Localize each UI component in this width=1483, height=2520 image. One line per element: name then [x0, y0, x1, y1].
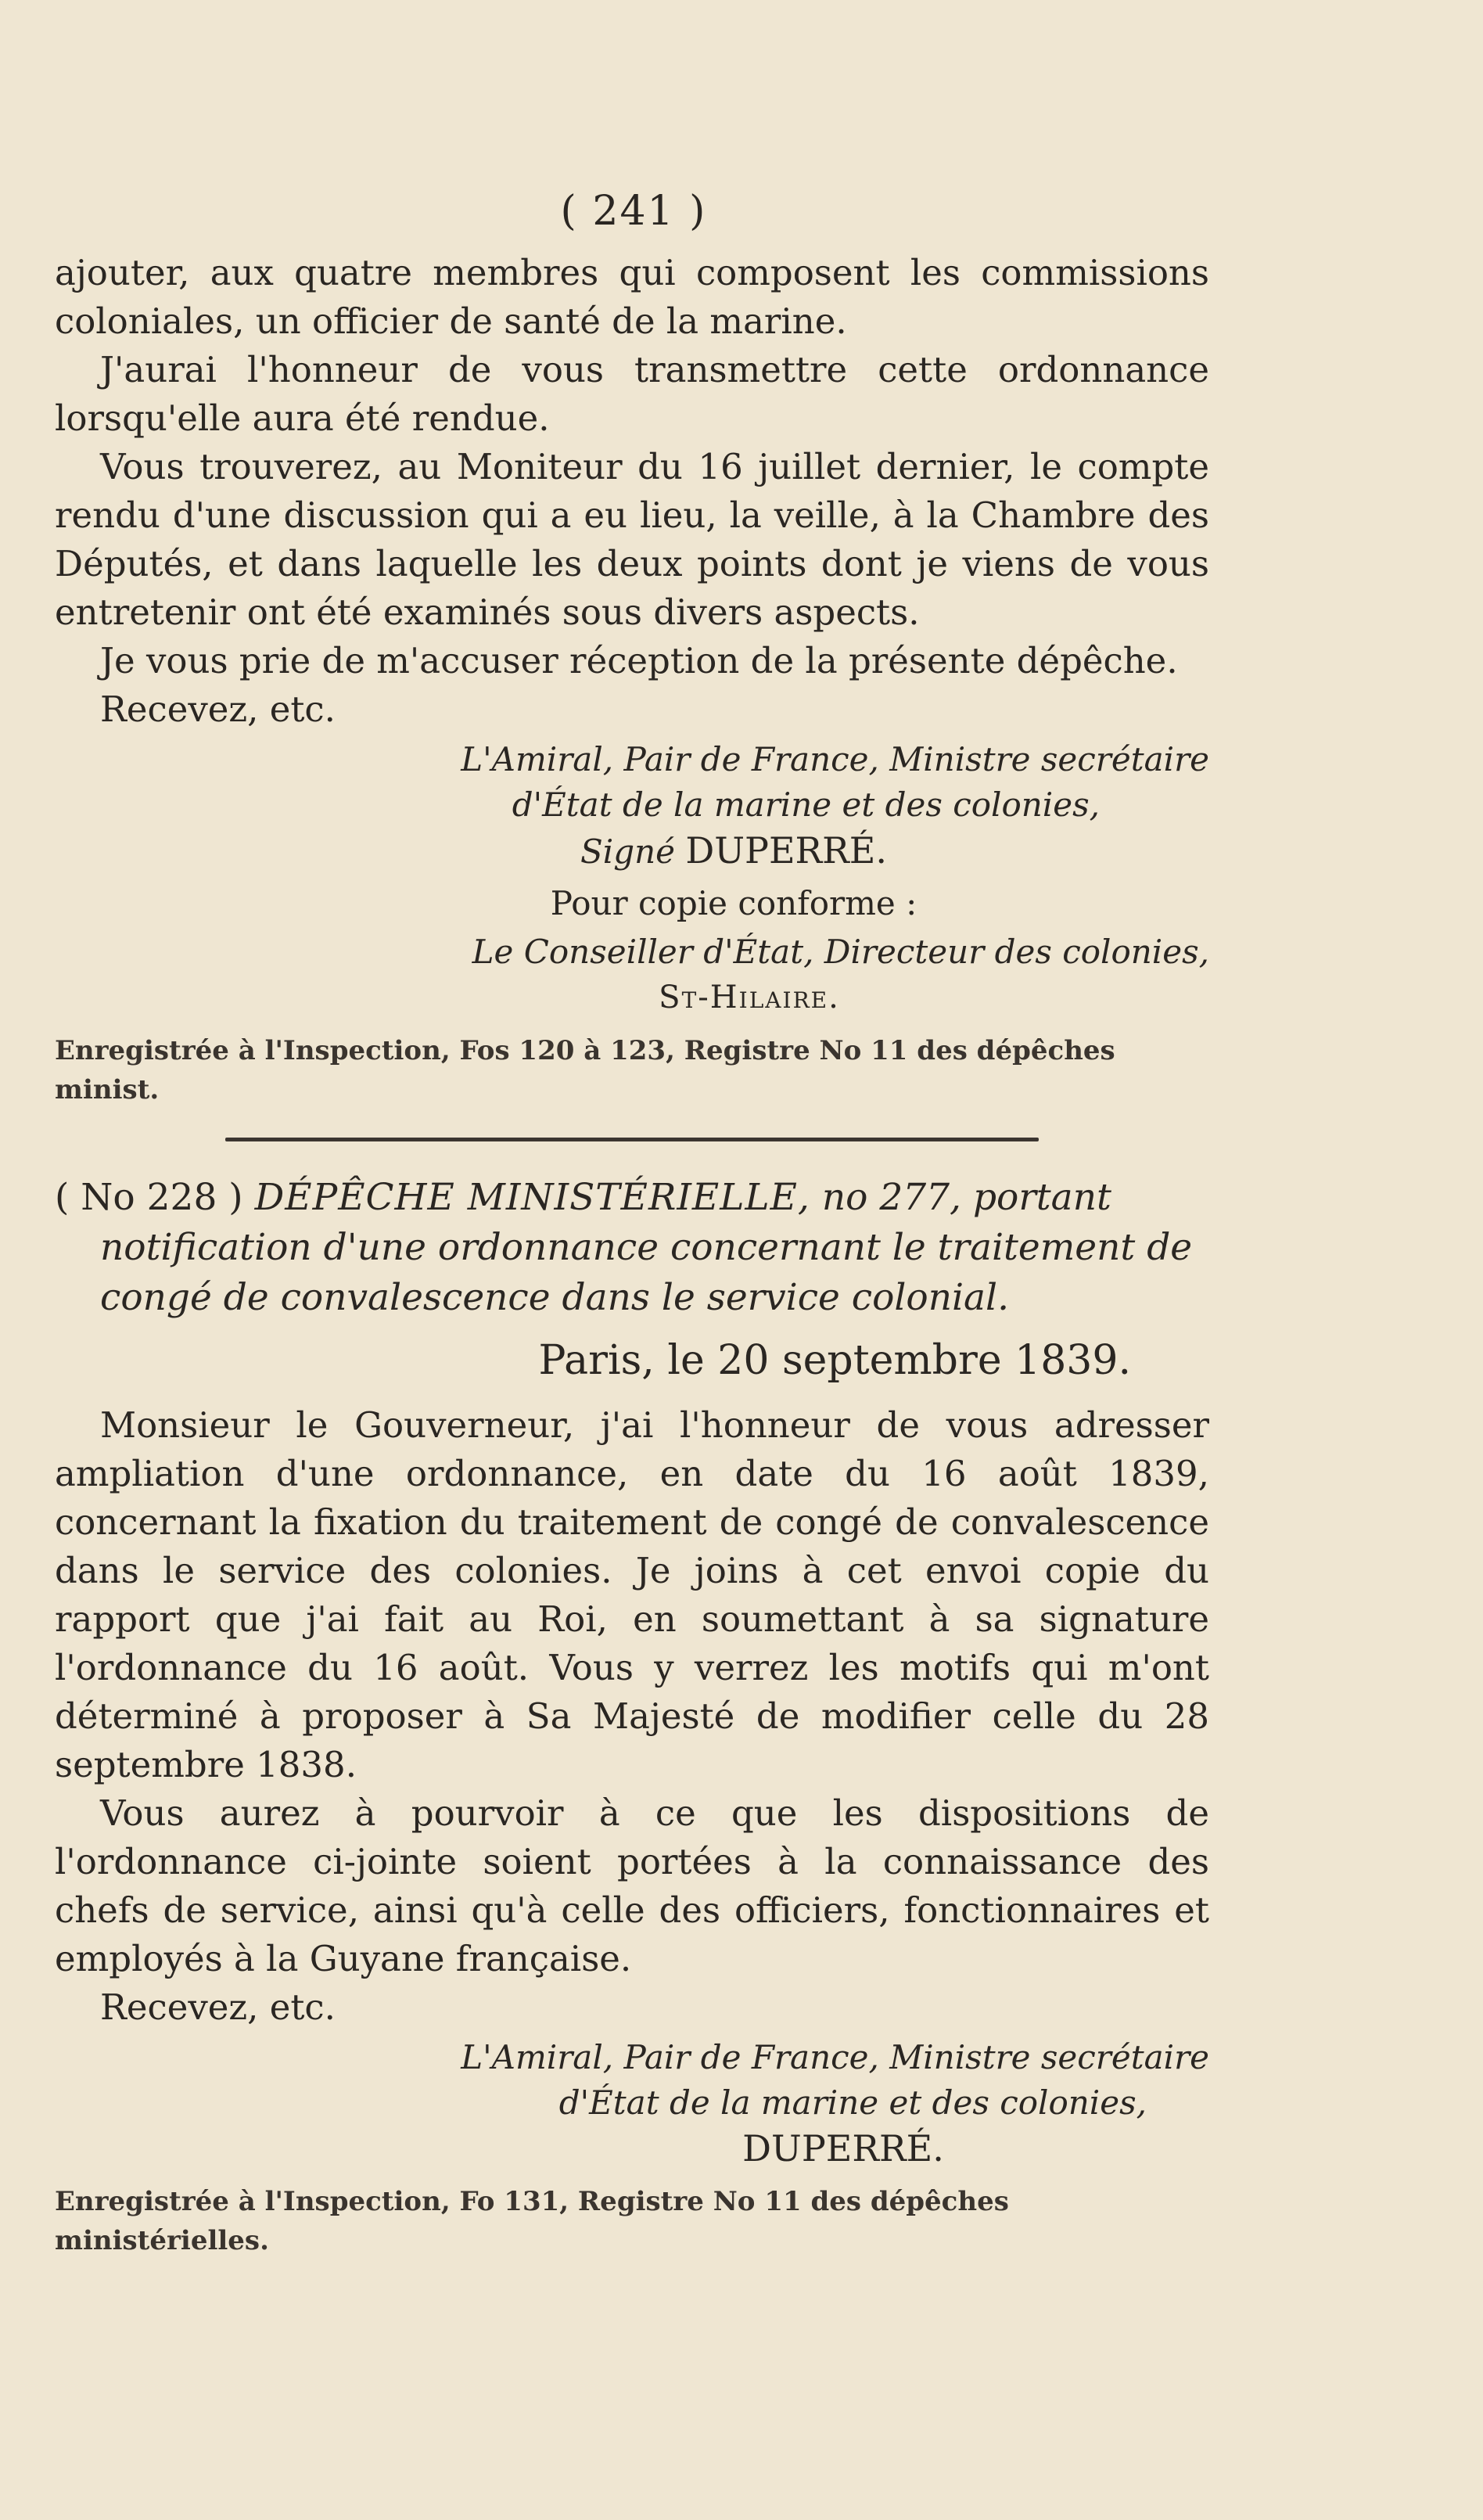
- continuation-paragraph-5: Recevez, etc.: [100, 688, 336, 730]
- document-number: ( No 228 ): [55, 1176, 243, 1219]
- copy-conforme-line: Pour copie conforme :: [550, 884, 917, 922]
- counsel-name: St-Hilaire.: [659, 980, 840, 1016]
- document-paragraph-2: Vous aurez à pourvoir à ce que les dispositions de l'ordonnance ci-jointe soient portées à la connaissance des chefs de service, ainsi qu'à celle des officiers, fonctionnaires et employés à la Guyane française.: [55, 1792, 1209, 1979]
- signature-1-line-1: L'Amiral, Pair de France, Ministre secrétaire: [461, 740, 1209, 778]
- signature-2-line-2: d'État de la marine et des colonies,: [558, 2083, 1147, 2122]
- continuation-paragraph-3: Vous trouverez, au Moniteur du 16 juillet dernier, le compte rendu d'une discussion qui a eu lieu, la veille, à la Chambre des Députés, et dans laquelle les deux points dont je viens de vous entretenir ont été examinés sous divers aspects.: [55, 446, 1209, 633]
- document-title-suffix: no 277,: [821, 1176, 961, 1219]
- signature-1-line-2: d'État de la marine et des colonies,: [512, 785, 1100, 824]
- dateline: Paris, le 20 septembre 1839.: [538, 1337, 1131, 1384]
- document-heading: [55, 1173, 1209, 1223]
- signed-name: DUPERRÉ.: [685, 829, 887, 872]
- signature-1-signed: [55, 828, 1209, 875]
- signature-2-name: DUPERRÉ.: [742, 2127, 944, 2170]
- continuation-paragraph-2: J'aurai l'honneur de vous transmettre cette ordonnance lorsqu'elle aura été rendue.: [55, 349, 1209, 439]
- signature-block-1: [55, 737, 1209, 1020]
- document-title-rest-1: portant: [972, 1176, 1111, 1219]
- continuation-paragraph-4: Je vous prie de m'accuser réception de la présente dépêche.: [100, 640, 1178, 681]
- continuation-paragraph-1: ajouter, aux quatre membres qui composent les commissions coloniales, un officier de santé de la marine.: [55, 252, 1209, 342]
- page-number: ( 241 ): [560, 188, 707, 235]
- counsel-line: Le Conseiller d'État, Directeur des colonies,: [472, 933, 1209, 971]
- register-entry-1: Enregistrée à l'Inspection, Fos 120 à 123, Registre No 11 des dépêches minist.: [55, 1035, 1115, 1105]
- signature-block-2: [55, 2035, 1209, 2171]
- document-title-line-2: notification d'une ordonnance concernant le traitement de: [100, 1226, 1193, 1269]
- signature-2-line-1: L'Amiral, Pair de France, Ministre secrétaire: [461, 2038, 1209, 2076]
- document-paragraph-1: Monsieur le Gouverneur, j'ai l'honneur de vous adresser ampliation d'une ordonnance, en date du 16 août 1839, concernant la fixation du traitement de congé de convalescence dans le service des colonies. Je joins à cet envoi copie du rapport que j'ai fait au Roi, en soumettant à sa signature l'ordonnance du 16 août. Vous y verrez les motifs qui m'ont déterminé à proposer à Sa Majesté de modifier celle du 28 septembre 1838.: [55, 1404, 1209, 1785]
- document-title: DÉPÊCHE MINISTÉRIELLE,: [254, 1176, 810, 1219]
- register-entry-2: Enregistrée à l'Inspection, Fo 131, Registre No 11 des dépêches ministérielles.: [55, 2186, 1009, 2256]
- document-paragraph-3: Recevez, etc.: [100, 1986, 336, 2028]
- section-divider: [225, 1138, 1039, 1141]
- text-column: [55, 249, 1209, 2260]
- document-title-line-3: congé de convalescence dans le service colonial.: [100, 1276, 1010, 1319]
- signed-word: Signé: [580, 832, 675, 871]
